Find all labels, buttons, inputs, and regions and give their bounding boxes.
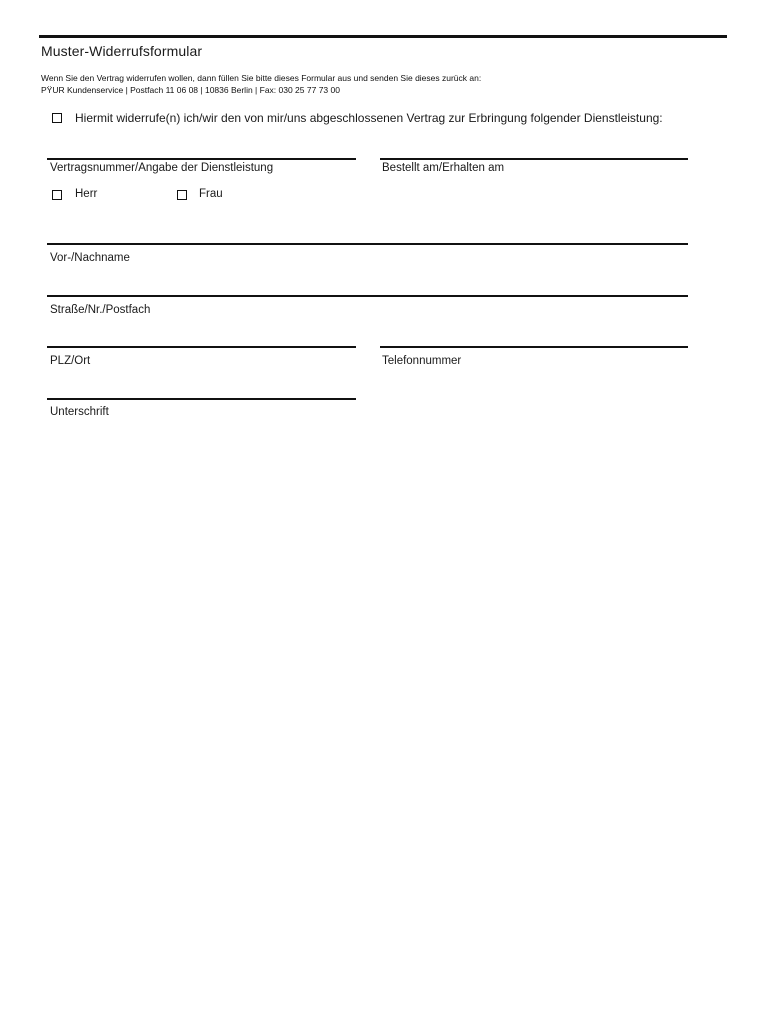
phone-label: Telefonnummer [382, 355, 462, 367]
revocation-checkbox[interactable] [52, 113, 62, 123]
city-input[interactable] [47, 325, 356, 347]
signature-input[interactable] [47, 376, 356, 398]
frau-checkbox[interactable] [177, 190, 187, 200]
contract-field-line [47, 158, 356, 160]
city-label: PLZ/Ort [50, 355, 91, 367]
street-field-line [47, 295, 688, 297]
street-label: Straße/Nr./Postfach [50, 304, 151, 316]
herr-label: Herr [75, 188, 98, 200]
top-rule [39, 35, 727, 38]
contract-input[interactable] [47, 136, 356, 158]
intro-text [41, 72, 481, 96]
contract-label: Vertragsnummer/Angabe der Dienstleistung [50, 162, 274, 174]
revocation-statement: Hiermit widerrufe(n) ich/wir den von mir/uns abgeschlossenen Vertrag zur Erbringung folgender Dienstleistung: [75, 111, 663, 125]
signature-field-line [47, 398, 356, 400]
name-label: Vor-/Nachname [50, 252, 130, 264]
name-field-line [47, 243, 688, 245]
intro-line-instructions: Wenn Sie den Vertrag widerrufen wollen, dann füllen Sie bitte dieses Formular aus und senden Sie dieses zurück an: [41, 73, 482, 83]
street-input[interactable] [47, 273, 688, 295]
ordered-field-line [380, 158, 688, 160]
frau-label: Frau [199, 188, 223, 200]
herr-checkbox[interactable] [52, 190, 62, 200]
intro-line-address: PŸUR Kundenservice | Postfach 11 06 08 | 10836 Berlin | Fax: 030 25 77 73 00 [41, 85, 340, 95]
signature-label: Unterschrift [50, 406, 109, 418]
ordered-input[interactable] [380, 136, 688, 158]
phone-field-line [380, 346, 688, 348]
city-field-line [47, 346, 356, 348]
ordered-label: Bestellt am/Erhalten am [382, 162, 505, 174]
phone-input[interactable] [380, 325, 688, 347]
name-input[interactable] [47, 222, 688, 244]
form-title: Muster-Widerrufsformular [41, 43, 203, 59]
